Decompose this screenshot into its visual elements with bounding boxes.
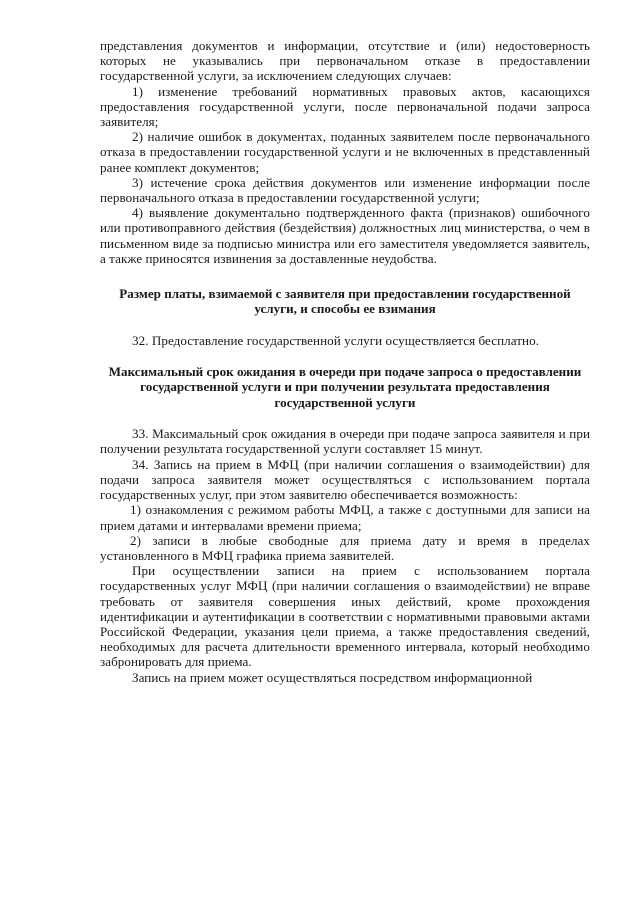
section-heading-wait: Максимальный срок ожидания в очереди при подаче запроса о предоставлении государственной услуги и при получении результата предоставления государственной услуги	[108, 364, 582, 410]
case-item-4: 4) выявление документально подтвержденного факта (признаков) ошибочного или противоправного действия (бездействия) должностных лиц министерства, о чем в письменном виде за подписью министра или его заместителя уведомляется заявитель, а также приносятся извинения за доставленные неудобства.	[100, 205, 590, 266]
paragraph-34-item-2: 2) записи в любые свободные для приема дату и время в пределах установленного в МФЦ графика приема заявителей.	[100, 532, 590, 563]
paragraph-33: 33. Максимальный срок ожидания в очереди при подаче запроса заявителя и при получении результата государственной услуги составляет 15 минут.	[100, 426, 590, 457]
intro-paragraph: представления документов и информации, отсутствие и (или) недостоверность которых не указывались при первоначальном отказе в предоставлении государственной услуги, за исключением следующих случаев:	[100, 38, 590, 84]
section-heading-fee: Размер платы, взимаемой с заявителя при предоставлении государственной услуги, и способы ее взимания	[119, 286, 571, 317]
case-item-2: 2) наличие ошибок в документах, поданных заявителем после первоначального отказа в предоставлении государственной услуги и не включенных в представленный ранее комплект документов;	[100, 129, 590, 175]
paragraph-34: 34. Запись на прием в МФЦ (при наличии соглашения о взаимодействии) для подачи запроса заявителя может осуществляться с использованием портала государственных услуг, при этом заявителю обеспечивается возможность:	[100, 456, 590, 503]
paragraph-34-item-1: 1) ознакомления с режимом работы МФЦ, а также с доступными для записи на прием датами и интервалами времени приема;	[100, 502, 590, 533]
document-body	[100, 38, 590, 685]
case-item-1: 1) изменение требований нормативных правовых актов, касающихся предоставления государственной услуги, после первоначальной подачи запроса заявителя;	[100, 83, 590, 130]
paragraph-32: 32. Предоставление государственной услуги осуществляется бесплатно.	[132, 332, 539, 348]
paragraph-last: Запись на прием может осуществляться посредством информационной	[132, 669, 533, 685]
spacer	[100, 317, 590, 333]
spacer	[100, 266, 590, 286]
paragraph-34-portal: При осуществлении записи на прием с использованием портала государственных услуг МФЦ (при наличии соглашения о взаимодействии) не вправе требовать от заявителя совершения иных действий, кроме прохождения идентификации и аутентификации в соответствии с нормативными правовыми актами Российской Федерации, указания цели приема, а также предоставления сведений, необходимых для расчета длительности временного интервала, который необходимо забронировать для приема.	[100, 563, 590, 670]
spacer	[100, 348, 590, 364]
case-item-3: 3) истечение срока действия документов или изменение информации после первоначального отказа в предоставлении государственной услуги;	[100, 174, 590, 206]
spacer	[100, 410, 590, 426]
